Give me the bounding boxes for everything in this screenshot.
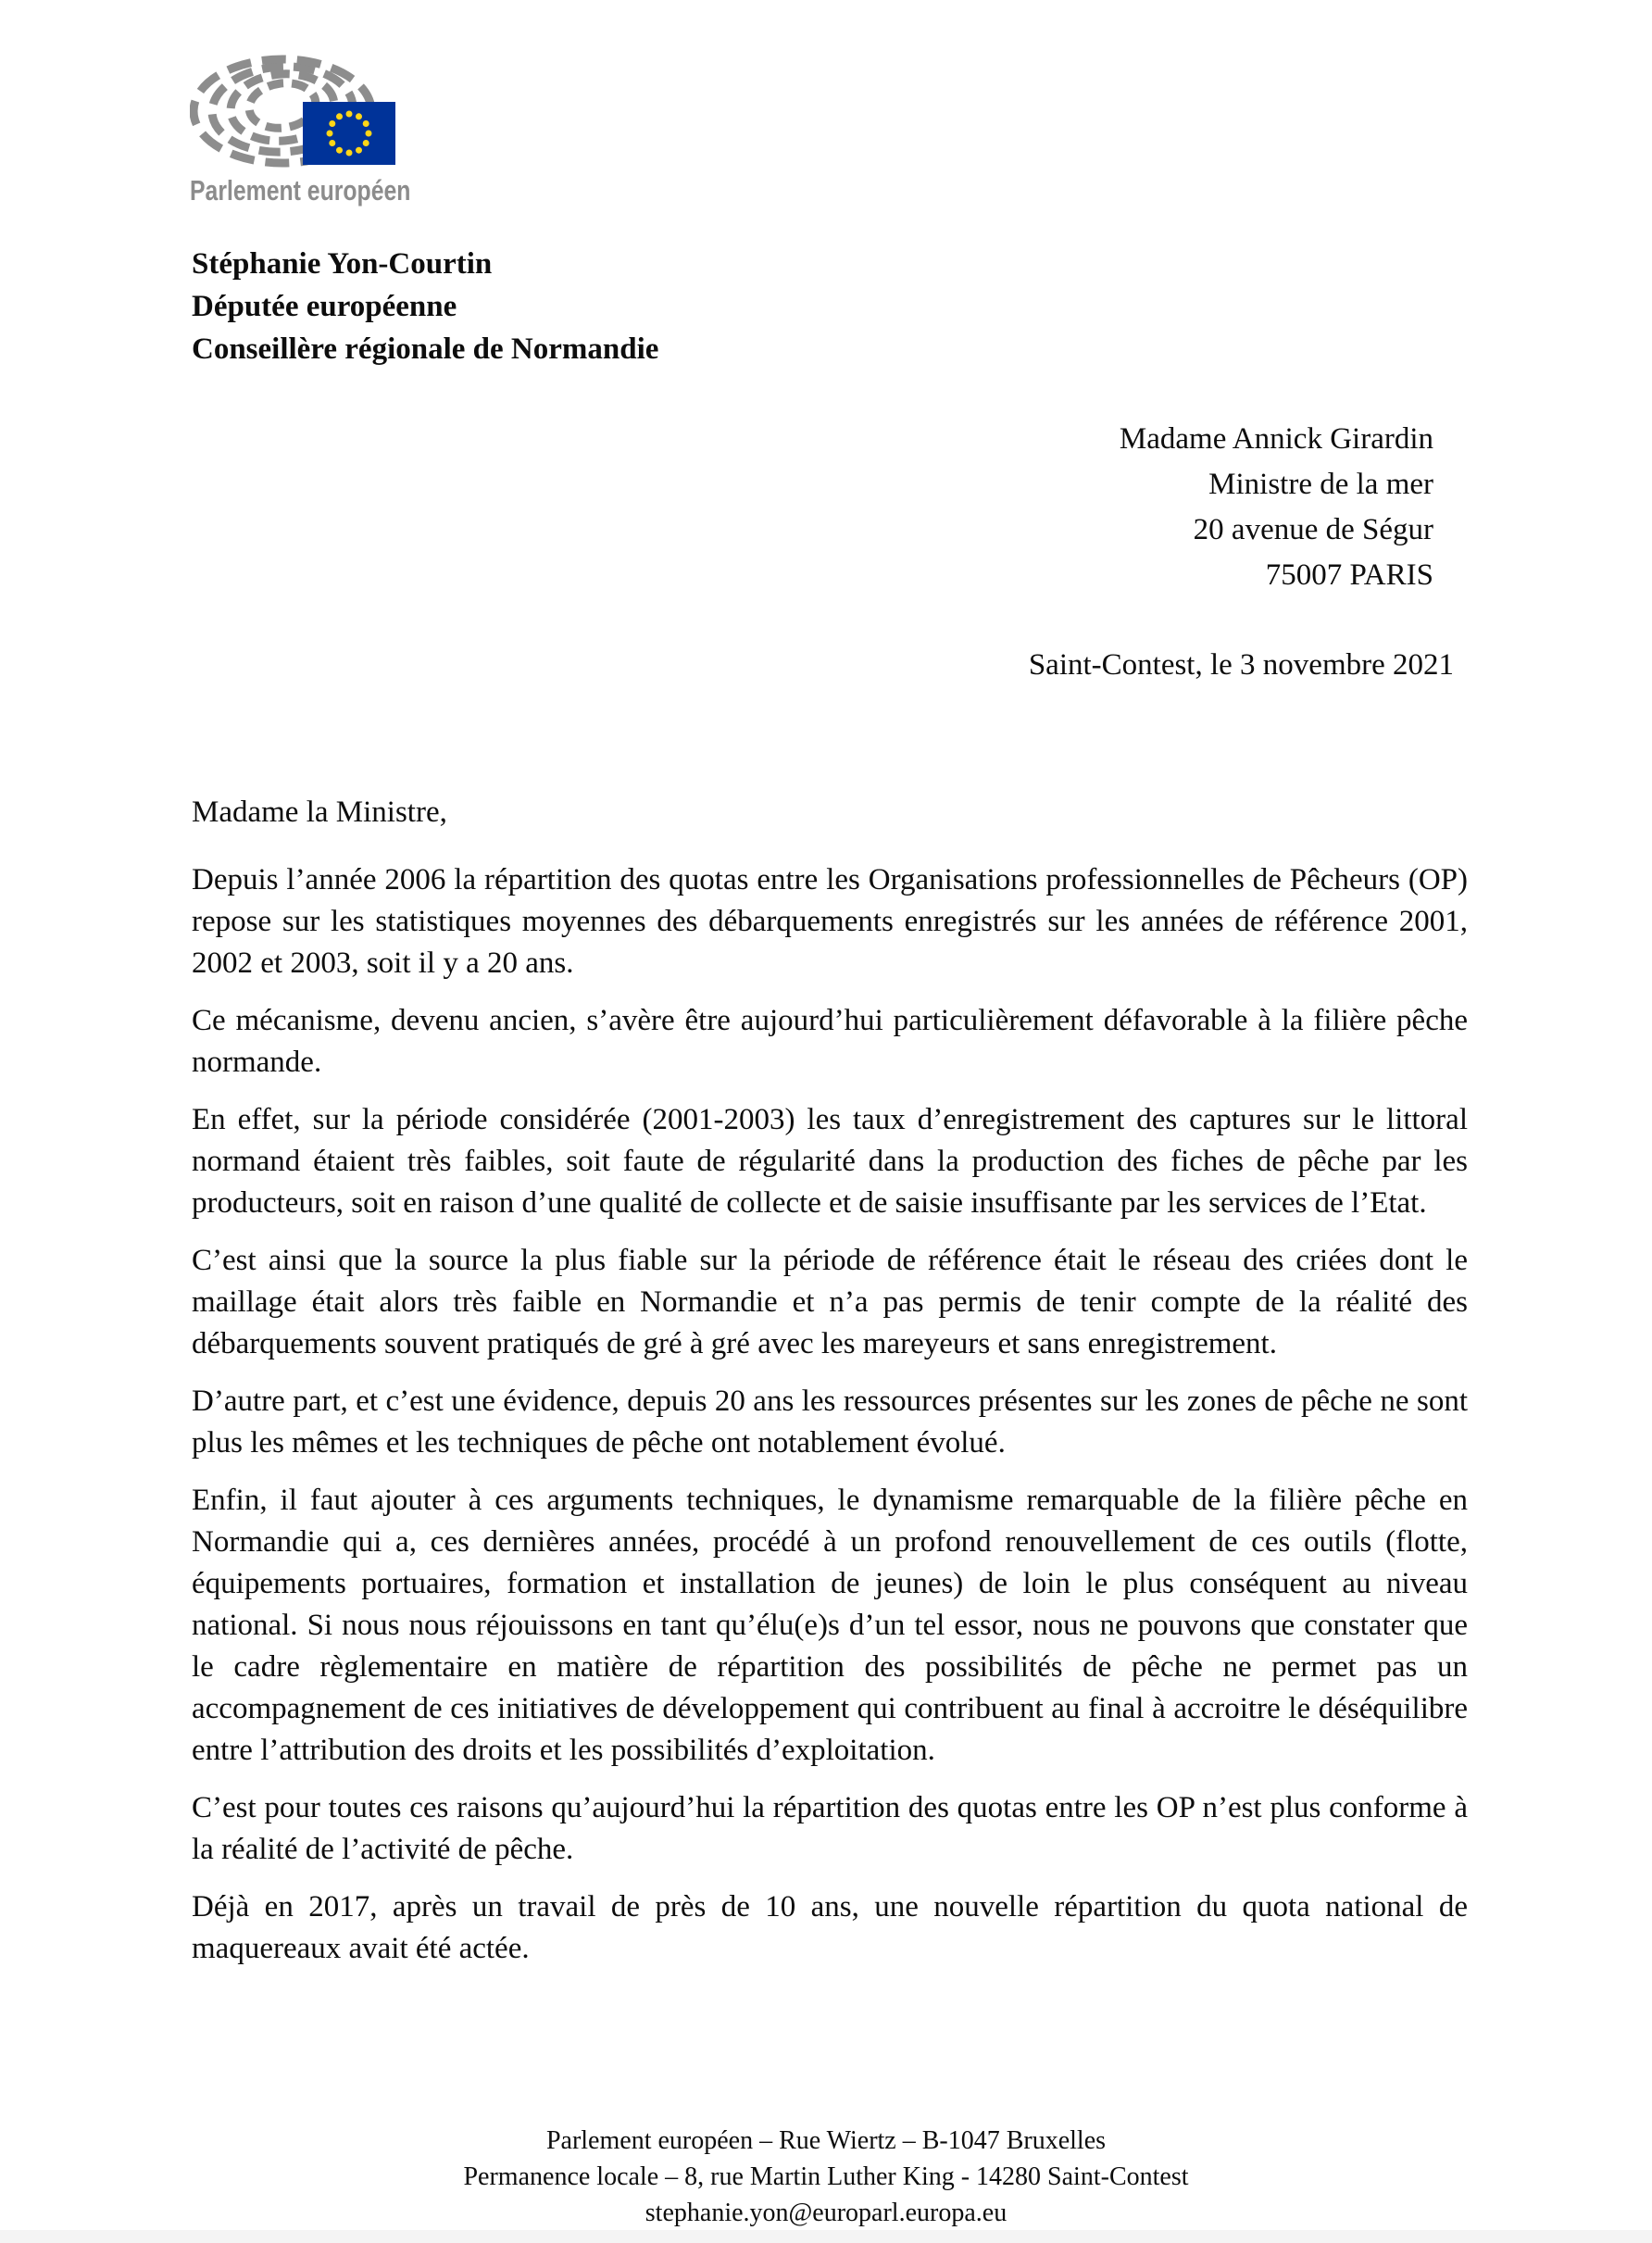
letter-body bbox=[192, 792, 1468, 1986]
salutation: Madame la Ministre, bbox=[192, 796, 447, 829]
sender-title-1: Députée européenne bbox=[192, 290, 457, 323]
paragraph: D’autre part, et c’est une évidence, depuis 20 ans les ressources présentes sur les zones de pêche ne sont plus les mêmes et les techniques de pêche ont notablement évolué. bbox=[192, 1385, 1468, 1460]
footer-address-brussels: Parlement européen – Rue Wiertz – B-1047 Bruxelles bbox=[545, 2126, 1107, 2155]
recipient-street: 20 avenue de Ségur bbox=[1193, 513, 1433, 546]
paragraph: C’est ainsi que la source la plus fiable sur la période de référence était le réseau des criées dont le maillage était alors très faible en Normandie et n’a pas permis de tenir compte de la réalité des débarquements souvent pratiqués de gré à gré avec les mareyeurs et sans enregistrement. bbox=[192, 1244, 1468, 1360]
sender-name: Stéphanie Yon-Courtin bbox=[192, 247, 493, 281]
hemicycle-eu-flag-icon bbox=[190, 48, 397, 172]
footer-email: stephanie.yon@europarl.europa.eu bbox=[645, 2199, 1007, 2227]
footer-address-local: Permanence locale – 8, rue Martin Luther King - 14280 Saint-Contest bbox=[463, 2162, 1189, 2191]
recipient-name: Madame Annick Girardin bbox=[1119, 422, 1433, 456]
sender-title-2: Conseillère régionale de Normandie bbox=[192, 332, 659, 366]
paragraph: Ce mécanisme, devenu ancien, s’avère être aujourd’hui particulièrement défavorable à la filière pêche normande. bbox=[192, 1004, 1468, 1079]
recipient-city: 75007 PARIS bbox=[1265, 558, 1433, 592]
paragraph: Enfin, il faut ajouter à ces arguments techniques, le dynamisme remarquable de la filière pêche en Normandie qui a, ces dernières années, procédé à un profond renouvellement de ces outils (flotte, équipements portuaires, formation et installation de jeunes) de loin le plus conséquent au niveau national. Si nous nous réjouissons en tant qu’élu(e)s d’un tel essor, nous ne pouvons que constater que le cadre règlementaire en matière de répartition des possibilités de pêche ne permet pas un accompagnement de ces initiatives de développement qui contribuent au final à accroitre le déséquilibre entre l’attribution des droits et les possibilités d’exploitation. bbox=[192, 1484, 1468, 1767]
paragraph: C’est pour toutes ces raisons qu’aujourd’hui la répartition des quotas entre les OP n’est plus conforme à la réalité de l’activité de pêche. bbox=[192, 1791, 1468, 1866]
recipient-block bbox=[1120, 417, 1433, 598]
paragraph: Depuis l’année 2006 la répartition des quotas entre les Organisations professionnelles de Pêcheurs (OP) repose sur les statistiques moyennes des débarquements enregistrés sur les années de référence 2001, 2002 et 2003, soit il y a 20 ans. bbox=[192, 863, 1468, 980]
dateline: Saint-Contest, le 3 novembre 2021 bbox=[1028, 648, 1454, 682]
european-parliament-logo bbox=[190, 48, 411, 207]
paragraph: En effet, sur la période considérée (2001-2003) les taux d’enregistrement des captures sur le littoral normand étaient très faibles, soit faute de régularité dans la production des fiches de pêche par les producteurs, soit en raison d’une qualité de collecte et de saisie insuffisante par les services de l’Etat. bbox=[192, 1103, 1468, 1220]
eu-flag-icon bbox=[303, 102, 395, 165]
page-bottom-edge bbox=[0, 2230, 1652, 2243]
recipient-title: Ministre de la mer bbox=[1208, 468, 1433, 501]
paragraph: Déjà en 2017, après un travail de près de 10 ans, une nouvelle répartition du quota national de maquereaux avait été actée. bbox=[192, 1890, 1468, 1965]
sender-block bbox=[192, 243, 658, 370]
letter-footer bbox=[0, 2123, 1652, 2231]
logo-label: Parlement européen bbox=[190, 174, 411, 207]
